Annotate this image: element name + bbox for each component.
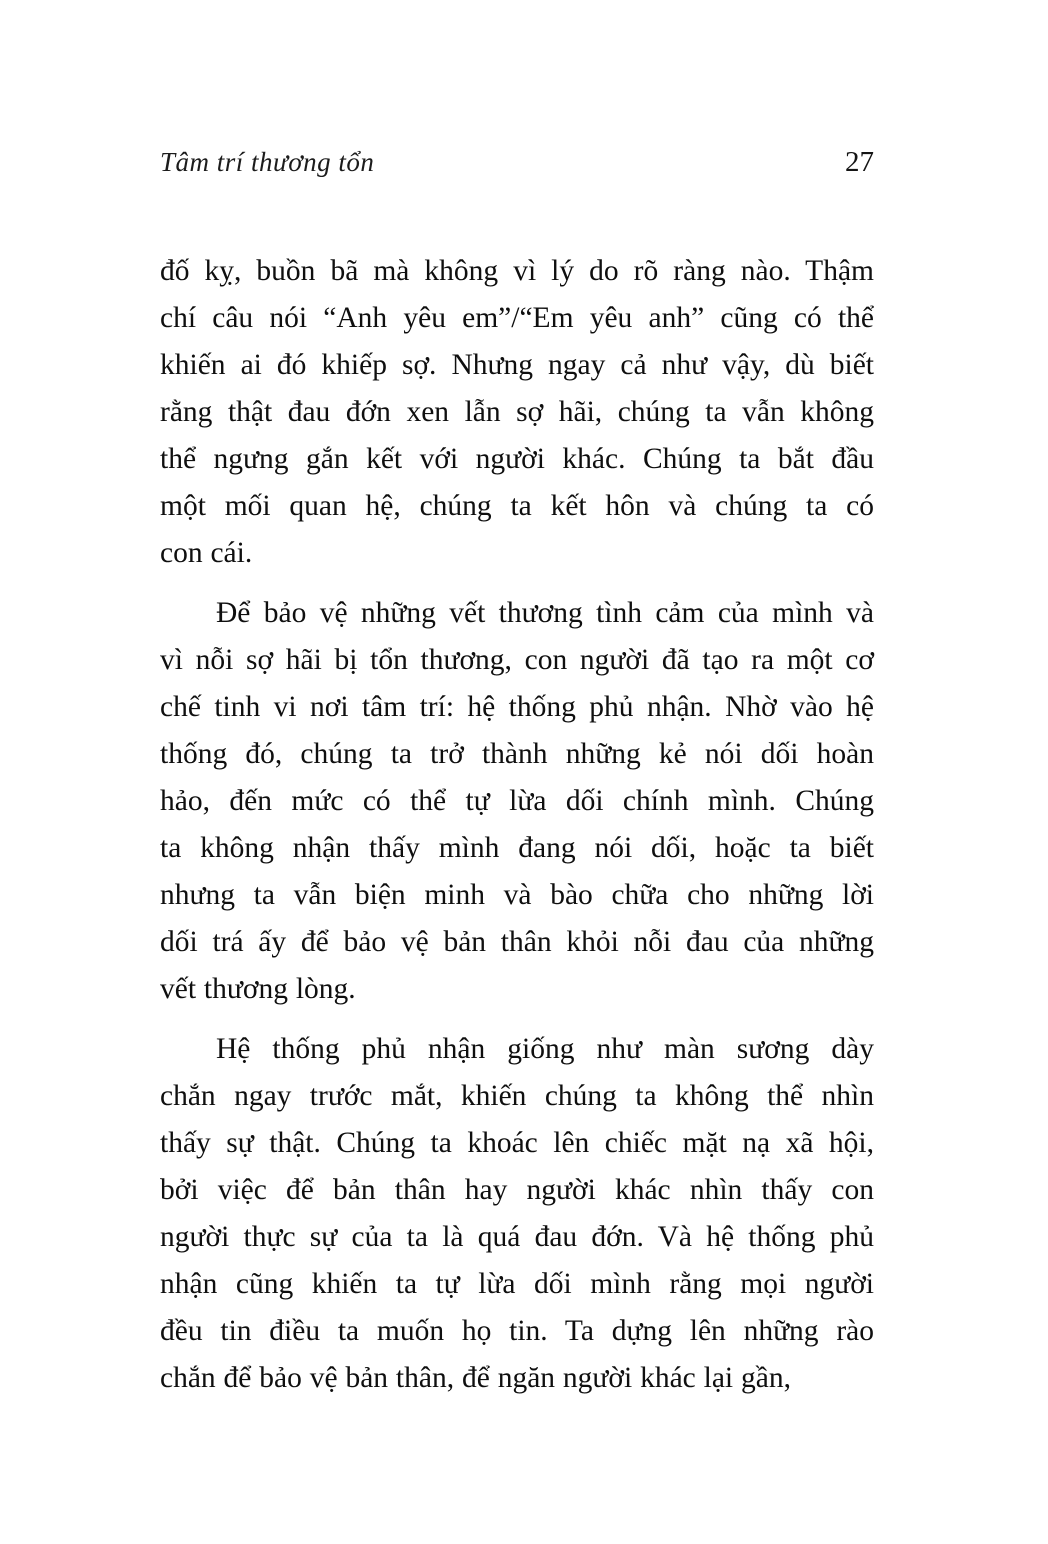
text-line: Để bảo vệ những vết thương tình cảm của mình và — [216, 597, 874, 629]
text-line: ta không nhận thấy mình đang nói dối, hoặc ta biết — [160, 832, 874, 864]
text-line: chắn ngay trước mắt, khiến chúng ta không thể nhìn — [160, 1080, 874, 1112]
text-line: nhưng ta vẫn biện minh và bào chữa cho những lời — [160, 879, 874, 911]
paragraph — [160, 590, 874, 1013]
text-line: vì nỗi sợ hãi bị tổn thương, con người đã tạo ra một cơ — [160, 644, 874, 676]
text-line: đều tin điều ta muốn họ tin. Ta dựng lên những rào — [160, 1315, 874, 1347]
page-number: 27 — [845, 146, 874, 178]
running-title: Tâm trí thương tổn — [160, 147, 375, 177]
text-line: vết thương lòng. — [160, 973, 356, 1005]
text-line: dối trá ấy để bảo vệ bản thân khỏi nỗi đau của những — [160, 926, 874, 958]
text-line: nhận cũng khiến ta tự lừa dối mình rằng mọi người — [160, 1268, 874, 1300]
text-line: một mối quan hệ, chúng ta kết hôn và chúng ta có — [160, 490, 874, 522]
text-line: hảo, đến mức có thể tự lừa dối chính mình. Chúng — [160, 785, 874, 817]
text-line: bởi việc để bản thân hay người khác nhìn thấy con — [160, 1174, 874, 1206]
paragraph — [160, 248, 874, 577]
text-line: thấy sự thật. Chúng ta khoác lên chiếc mặt nạ xã hội, — [160, 1127, 874, 1159]
text-line: chế tinh vi nơi tâm trí: hệ thống phủ nhận. Nhờ vào hệ — [160, 691, 874, 723]
text-line: đố kỵ, buồn bã mà không vì lý do rõ ràng nào. Thậm — [160, 255, 874, 287]
text-line: chí câu nói “Anh yêu em”/“Em yêu anh” cũng có thể — [160, 302, 874, 334]
body-text — [160, 248, 874, 1402]
paragraph — [160, 1026, 874, 1402]
text-line: Hệ thống phủ nhận giống như màn sương dày — [216, 1033, 874, 1065]
text-line: thể ngưng gắn kết với người khác. Chúng ta bắt đầu — [160, 443, 874, 475]
text-line: rằng thật đau đớn xen lẫn sợ hãi, chúng ta vẫn không — [160, 396, 874, 428]
text-line: người thực sự của ta là quá đau đớn. Và hệ thống phủ — [160, 1221, 874, 1253]
page-header — [160, 146, 874, 179]
text-line: thống đó, chúng ta trở thành những kẻ nói dối hoàn — [160, 738, 874, 770]
text-line: chắn để bảo vệ bản thân, để ngăn người khác lại gần, — [160, 1362, 791, 1394]
text-line: khiến ai đó khiếp sợ. Nhưng ngay cả như vậy, dù biết — [160, 349, 874, 381]
text-line: con cái. — [160, 537, 253, 569]
